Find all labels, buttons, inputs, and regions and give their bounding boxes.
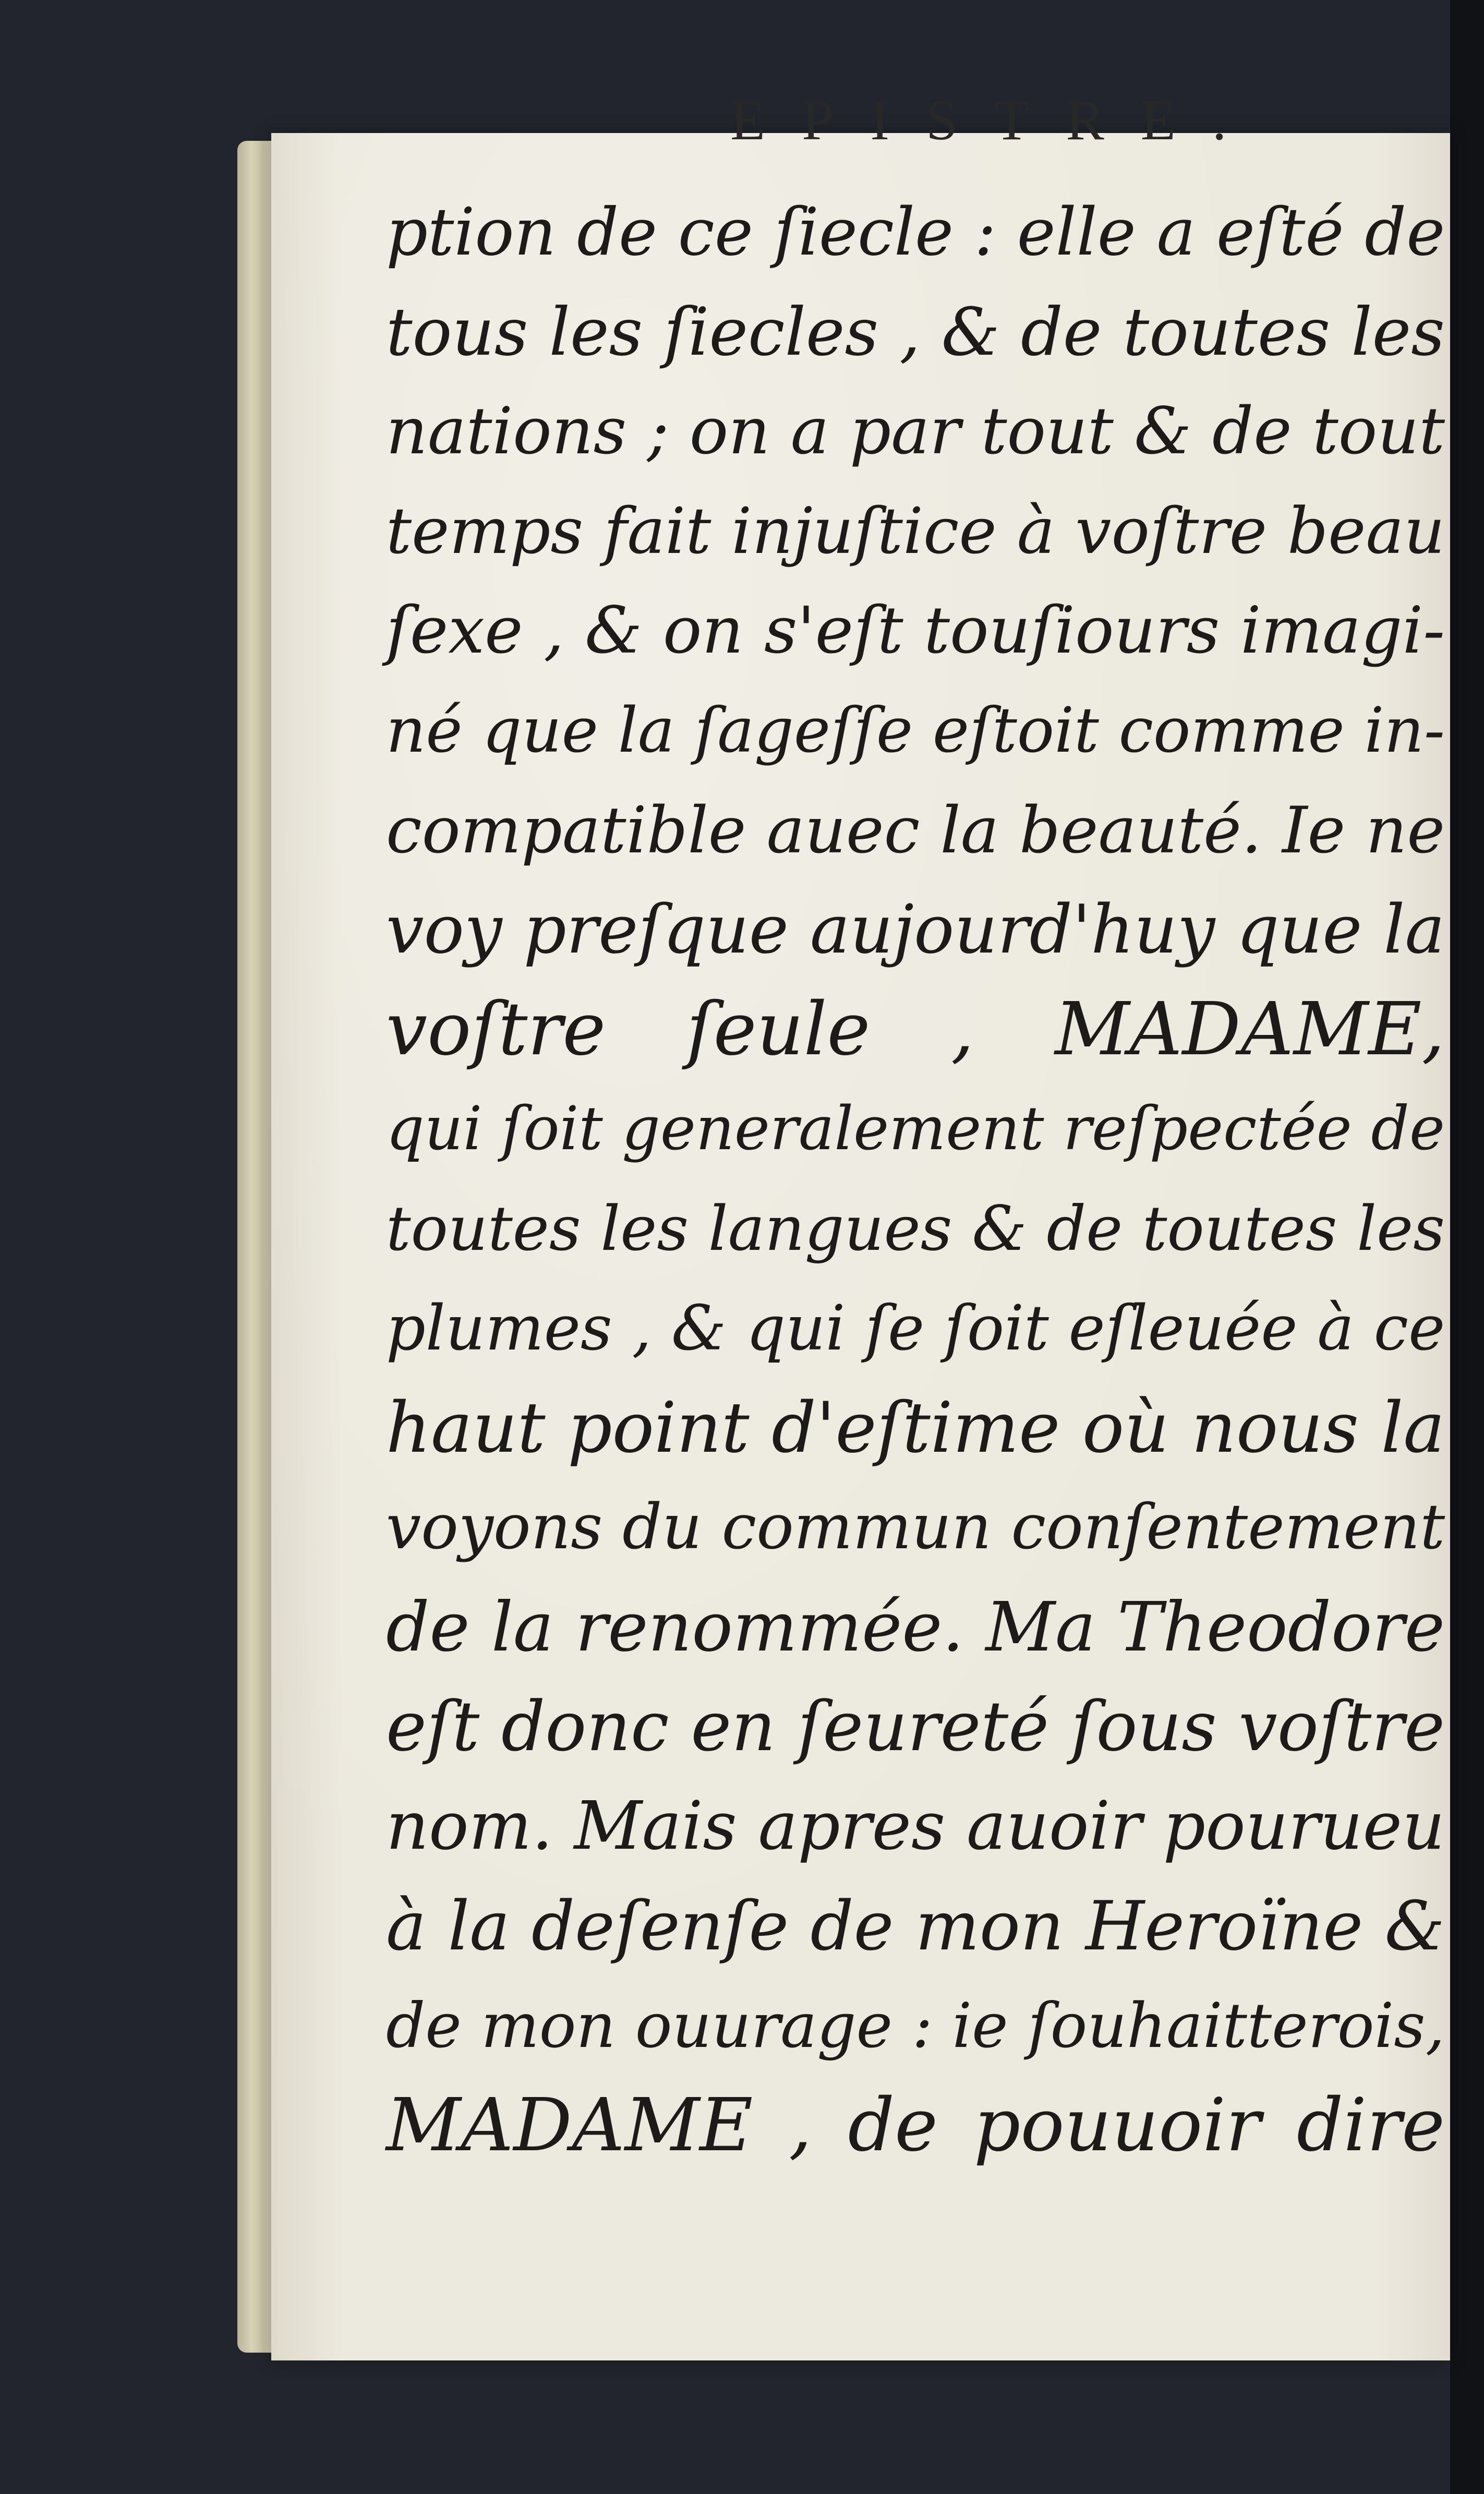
text-line: de la renommée. Ma Theodore: [386, 1587, 1445, 1667]
text-line: ption de ce ſiecle : elle a eſté de: [386, 195, 1445, 270]
text-line: de mon ouurage : ie ſouhaitterois,: [386, 1990, 1445, 2062]
text-line: tous les ſiecles , & de toutes les: [386, 294, 1445, 370]
text-line: nom. Mais apres auoir pourueu: [386, 1788, 1445, 1865]
text-line: MADAME , de pouuoir dire: [386, 2083, 1445, 2168]
text-line: toutes les langues & de toutes les: [386, 1192, 1445, 1264]
running-head: EPISTRE.: [730, 88, 1263, 152]
body-text: [386, 183, 1445, 2175]
text-line: compatible auec la beauté. Ie ne: [386, 793, 1445, 868]
text-line: eſt donc en ſeureté ſous voſtre: [386, 1687, 1445, 1767]
text-line: voſtre ſeule , MADAME,: [386, 987, 1445, 1072]
text-line: qui ſoit generalement reſpectée de: [386, 1094, 1445, 1164]
text-line: temps fait injuſtice à voſtre beau: [386, 494, 1445, 568]
text-line: voy preſque aujourd'huy que la: [386, 891, 1445, 969]
text-line: nations ; on a par tout & de tout: [386, 394, 1445, 469]
text-line: né que la ſageſſe eſtoit comme in-: [386, 694, 1445, 766]
text-line: plumes , & qui ſe ſoit eſleuée à ce: [386, 1292, 1445, 1364]
text-line: ſexe , & on s'eſt touſiours imagi-: [386, 593, 1445, 668]
text-line: haut point d'eſtime où nous la: [386, 1387, 1445, 1468]
background-edge: [1450, 0, 1484, 2494]
text-line: voyons du commun conſentement: [386, 1491, 1445, 1563]
text-line: à la deſenſe de mon Heroïne &: [386, 1886, 1445, 1966]
